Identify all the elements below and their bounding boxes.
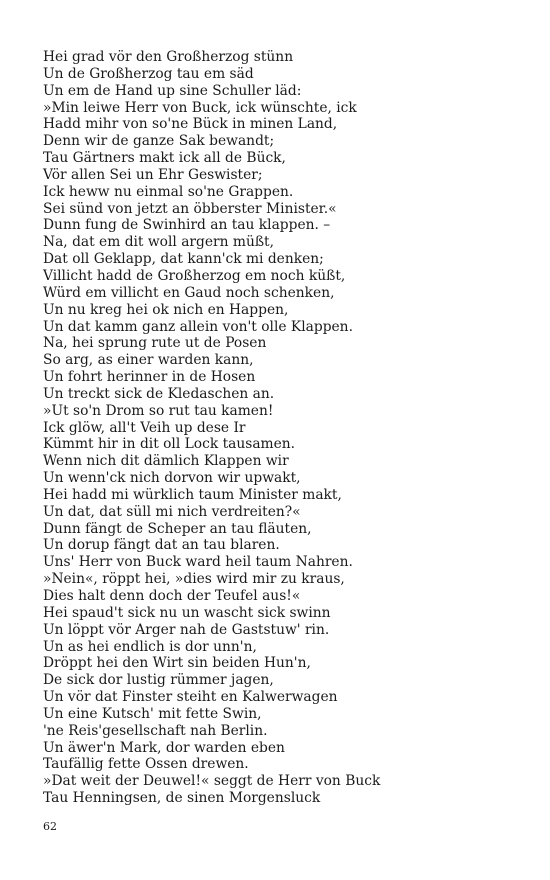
poem-line: Tau Gärtners makt ick all de Bück, [43, 150, 286, 167]
poem-line: Dröppt hei den Wirt sin beiden Hun'n, [43, 655, 311, 672]
poem-line: Denn wir de ganze Sak bewandt; [43, 133, 275, 150]
poem-line: »Min leiwe Herr von Buck, ick wünschte, ick [43, 99, 357, 116]
poem-line: Hadd mihr von so'ne Bück in minen Land, [43, 116, 338, 133]
poem-line: »Nein«, röppt hei, »dies wird mir zu kraus, [43, 571, 345, 588]
poem-line: Un dat kamm ganz allein von't olle Klappen. [43, 318, 353, 335]
poem-line: Villicht hadd de Großherzog em noch küßt, [43, 267, 346, 284]
poem-line: Dunn fängt de Scheper an tau fläuten, [43, 520, 312, 537]
poem-line: Un dorup fängt dat an tau blaren. [43, 537, 280, 554]
poem-line: Hei grad vör den Großherzog stünn [43, 49, 294, 65]
poem-line: So arg, as einer warden kann, [43, 352, 254, 369]
poem-line: Dat oll Geklapp, dat kann'ck mi denken; [43, 251, 324, 268]
poem-line: Un eine Kutsch' mit fette Swin, [43, 705, 262, 722]
poem-line: Wenn nich dit dämlich Klappen wir [43, 453, 289, 470]
poem-line: Dies halt denn doch der Teufel aus!« [43, 588, 301, 604]
poem-line: Ick heww nu einmal so'ne Grappen. [43, 183, 294, 200]
poem-line: Uns' Herr von Buck ward heil taum Nahren. [43, 554, 353, 571]
poem-line: Kümmt hir in dit oll Lock tausamen. [43, 436, 296, 453]
poem-line: Un de Großherzog tau em säd [43, 65, 254, 82]
poem-line: Würd em villicht en Gaud noch schenken, [43, 284, 335, 301]
poem-line: Tau Henningsen, de sinen Morgensluck [43, 790, 321, 807]
poem-line: Un em de Hand up sine Schuller läd: [43, 82, 302, 99]
poem-line: »Dat weit der Deuwel!« seggt de Herr von Buck [43, 773, 381, 790]
poem-line: Un löppt vör Arger nah de Gaststuw' rin. [43, 621, 330, 638]
poem-line: Dunn fung de Swinhird an tau klappen. – [43, 217, 331, 234]
poem-line: Un treckt sick de Kledaschen an. [43, 385, 275, 402]
poem-line: Un vör dat Finster steiht en Kalwerwagen [43, 689, 338, 706]
poem-line: Vör allen Sei un Ehr Geswister; [43, 166, 263, 183]
poem-line: Un wenn'ck nich dorvon wir upwakt, [43, 470, 301, 487]
poem-text [43, 49, 523, 807]
poem-line: Un fohrt herinner in de Hosen [43, 369, 256, 386]
poem-line: Na, hei sprung rute ut de Posen [43, 335, 267, 352]
poem-line: Un dat, dat süll mi nich verdreiten?« [43, 503, 301, 520]
poem-line: Sei sünd von jetzt an öbberster Minister.« [43, 200, 337, 217]
poem-line: 'ne Reis'gesellschaft nah Berlin. [43, 722, 268, 739]
poem-line: Un äwer'n Mark, dor warden eben [43, 739, 285, 756]
poem-line: Taufällig fette Ossen drewen. [43, 756, 249, 773]
poem-line: Ick glöw, all't Veih up dese Ir [43, 419, 246, 436]
poem-line: De sick dor lustig rümmer jagen, [43, 672, 274, 689]
poem-line: Un as hei endlich is dor unn'n, [43, 638, 257, 655]
poem-line: Hei hadd mi würklich taum Minister makt, [43, 486, 342, 503]
poem-line: Hei spaud't sick nu un wascht sick swinn [43, 604, 331, 621]
poem-line: Un nu kreg hei ok nich en Happen, [43, 301, 289, 318]
poem-line: »Ut so'n Drom so rut tau kamen! [43, 402, 274, 419]
poem-line: Na, dat em dit woll argern müßt, [43, 234, 274, 251]
page-number: 62 [43, 820, 57, 833]
